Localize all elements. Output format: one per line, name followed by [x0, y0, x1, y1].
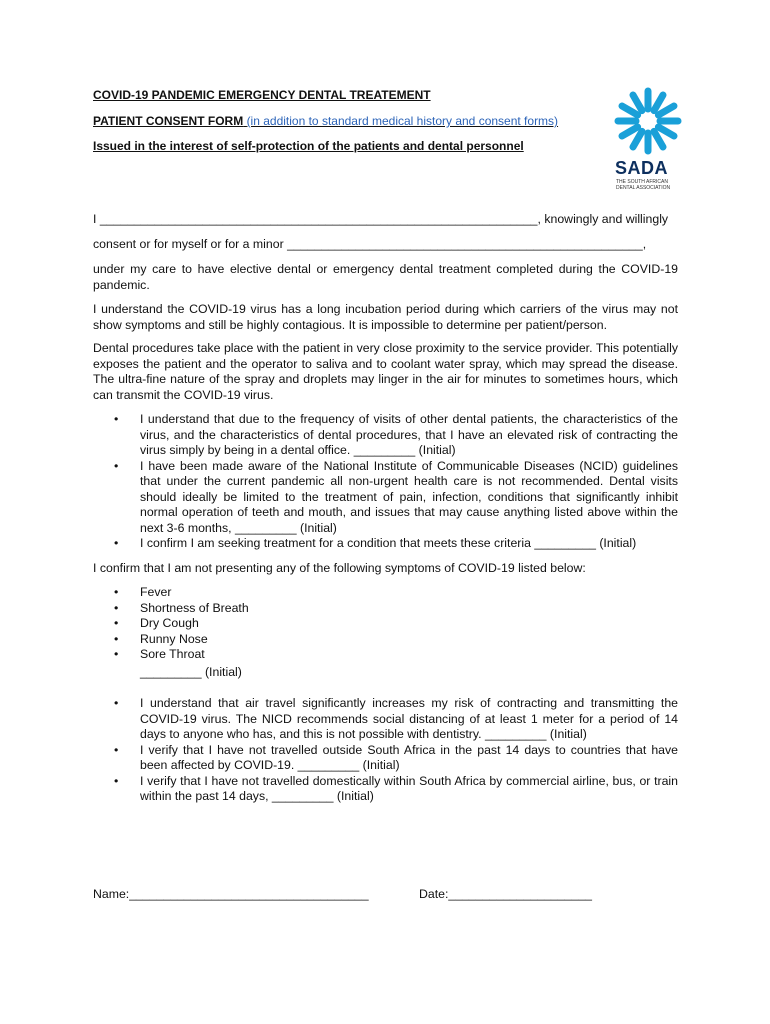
list-item: • I understand that air travel significantly increases my risk of contracting and transmitting the COVID-19 virus. The NICD recommends social distancing of at least 1 meter for a period of 14 days to anyone who has, and this is not possible with dentistry. _________ (Initial)	[114, 696, 678, 743]
emblem-petal	[658, 106, 674, 115]
document-title: COVID-19 PANDEMIC EMERGENCY DENTAL TREATEMENT	[93, 88, 431, 102]
symptom-item: • Shortness of Breath	[114, 601, 678, 617]
symptom-item: • Dry Cough	[114, 616, 678, 632]
symptom-item: • Sore Throat	[114, 647, 678, 663]
list-item: • I understand that due to the frequency of visits of other dental patients, the characteristics of the virus, and the characteristics of dental procedures, that I have an elevated risk of contracting the virus simply by being in a dental office. _________ (Initial)	[114, 412, 678, 459]
minor-consent-line[interactable]: consent or for myself or for a minor ____________________________________________________,	[93, 237, 647, 251]
travel-declaration-list	[114, 696, 678, 805]
list-item: • I verify that I have not travelled outside South Africa in the past 14 days to countries that have been affected by COVID-19. _________ (Initial)	[114, 743, 678, 774]
logo-subtitle-2: DENTAL ASSOCIATION	[616, 185, 671, 191]
emblem-petal	[654, 95, 663, 111]
risk-acknowledgement-list	[114, 412, 678, 552]
paragraph-treatment: under my care to have elective dental or emergency dental treatment completed during the COVID-19 pandemic.	[93, 262, 678, 292]
sada-emblem-icon	[613, 86, 683, 156]
emblem-petal	[633, 131, 642, 147]
emblem-petal	[654, 131, 663, 147]
symptom-item: • Runny Nose	[114, 632, 678, 648]
name-signature-field[interactable]: Name:___________________________________	[93, 887, 369, 901]
paragraph-procedures: Dental procedures take place with the patient in very close proximity to the service provider. This potentially exposes the patient and the operator to saliva and to coolant water spray, which may spread the disease. The ultra-fine nature of the spray and droplets may linger in the air for minutes to sometimes hours, which can transmit the COVID-19 virus.	[93, 341, 678, 402]
emblem-petal	[633, 95, 642, 111]
symptoms-intro: I confirm that I am not presenting any of the following symptoms of COVID-19 listed below:	[93, 561, 586, 575]
sada-logo	[613, 86, 683, 196]
symptom-item: • Fever	[114, 585, 678, 601]
emblem-petal	[658, 127, 674, 136]
consent-form-label: PATIENT CONSENT FORM	[93, 114, 244, 128]
list-item: • I verify that I have not travelled domestically within South Africa by commercial airline, bus, or train within the past 14 days, _________ (Initial)	[114, 774, 678, 805]
symptoms-initial[interactable]: _________ (Initial)	[140, 665, 242, 679]
issued-statement: Issued in the interest of self-protection of the patients and dental personnel	[93, 139, 524, 153]
symptoms-list	[114, 585, 678, 663]
logo-subtitle-1: THE SOUTH AFRICAN	[616, 179, 668, 185]
list-item: • I have been made aware of the National Institute of Communicable Diseases (NCID) guidelines that under the current pandemic all non-urgent health care is not recommended. Dental visits should ideally be limited to the treatment of pain, infection, conditions that significantly inhibit normal operation of teeth and mouth, and issues that may cause anything listed above within the next 3-6 months, _________ (Initial)	[114, 459, 678, 537]
list-item: • I confirm I am seeking treatment for a condition that meets these criteria _________ (Initial)	[114, 536, 678, 552]
date-field[interactable]: Date:_____________________	[419, 887, 593, 901]
form-subtitle	[93, 114, 558, 130]
logo-name: SADA	[615, 158, 669, 178]
emblem-petal	[622, 106, 638, 115]
emblem-petal	[622, 127, 638, 136]
consent-form-note: (in addition to standard medical history and consent forms)	[246, 114, 559, 128]
patient-name-line[interactable]: I ________________________________________________________________, knowingly and willingly	[93, 212, 669, 226]
paragraph-incubation: I understand the COVID-19 virus has a long incubation period during which carriers of the virus may not show symptoms and still be highly contagious. It is impossible to determine per patient/person.	[93, 302, 678, 332]
